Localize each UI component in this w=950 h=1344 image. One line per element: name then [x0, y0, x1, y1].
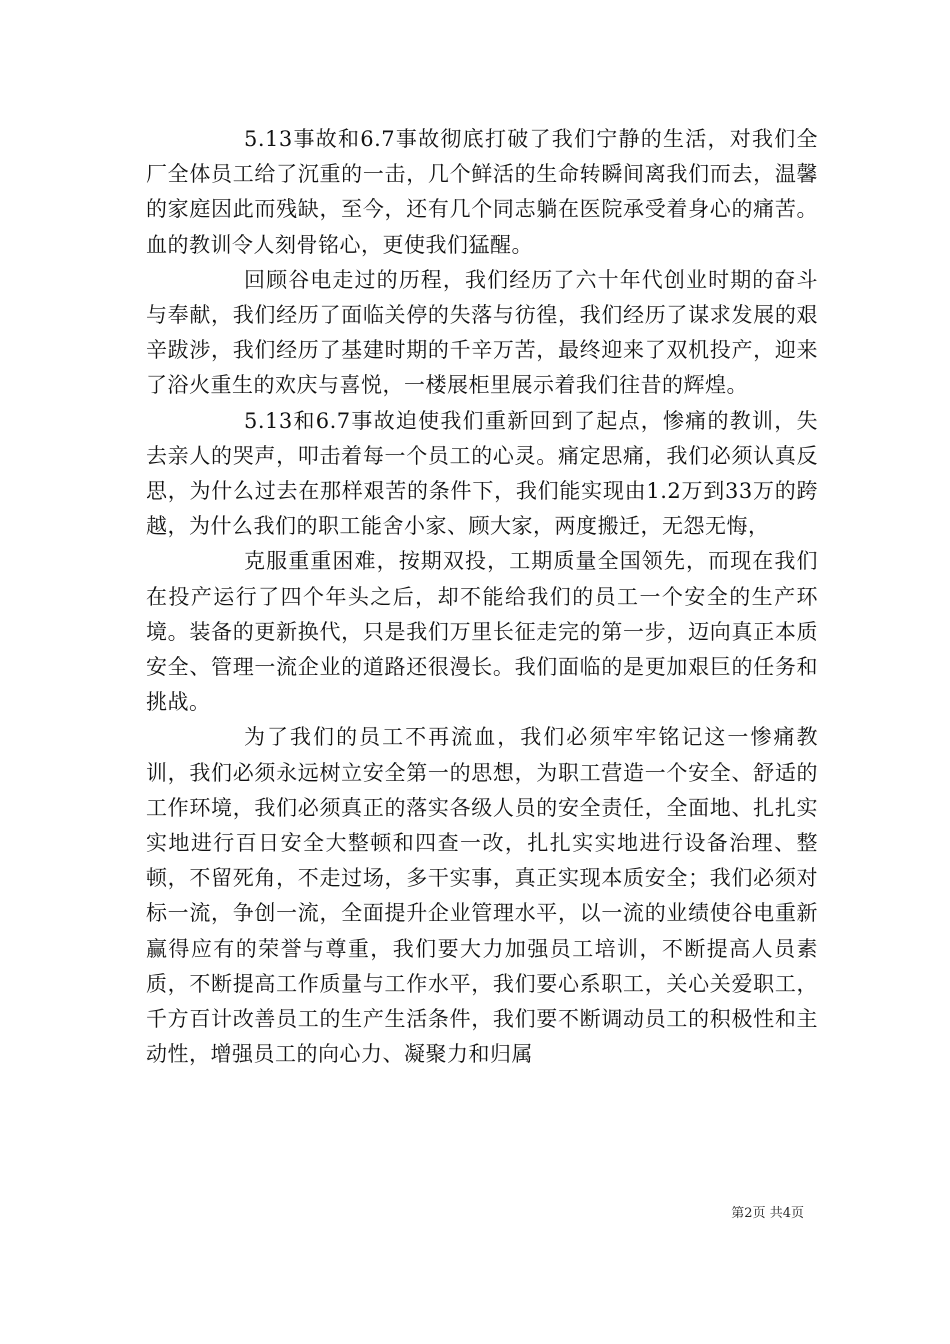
footer-middle: 页 共 — [752, 1206, 783, 1221]
body-text — [146, 122, 818, 1072]
paragraph-3: 5.13和6.7事故迫使我们重新回到了起点，惨痛的教训，失去亲人的哭声，叩击着每一个员工的心灵。痛定思痛，我们必须认真反思，为什么过去在那样艰苦的条件下，我们能实现由1.2万到33万的跨越，为什么我们的职工能舍小家、顾大家，两度搬迁，无怨无悔， — [146, 408, 818, 539]
paragraph-2: 回顾谷电走过的历程，我们经历了六十年代创业时期的奋斗与奉献，我们经历了面临关停的失落与彷徨，我们经历了谋求发展的艰辛跋涉，我们经历了基建时期的千辛万苦，最终迎来了双机投产，迎来了浴火重生的欢庆与喜悦，一楼展柜里展示着我们往昔的辉煌。 — [146, 267, 818, 398]
footer-total-pages: 4 — [782, 1206, 791, 1221]
paragraph-5: 为了我们的员工不再流血，我们必须牢牢铭记这一惨痛教训，我们必须永远树立安全第一的思想，为职工营造一个安全、舒适的工作环境，我们必须真正的落实各级人员的安全责任，全面地、扎扎实实地进行百日安全大整顿和四查一改，扎扎实实地进行设备治理、整顿，不留死角，不走过场，多干实事，真正实现本质安全；我们必须对标一流，争创一流，全面提升企业管理水平，以一流的业绩使谷电重新赢得应有的荣誉与尊重，我们要大力加强员工培训，不断提高人员素质，不断提高工作质量与工作水平，我们要心系职工，关心关爱职工，千方百计改善员工的生产生活条件，我们要不断调动员工的积极性和主动性，增强员工的向心力、凝聚力和归属 — [146, 725, 818, 1067]
footer-prefix: 第 — [731, 1206, 745, 1221]
paragraph-1: 5.13事故和6.7事故彻底打破了我们宁静的生活，对我们全厂全体员工给了沉重的一击，几个鲜活的生命转瞬间离我们而去，温馨的家庭因此而残缺，至今，还有几个同志躺在医院承受着身心的痛苦。血的教训令人刻骨铭心，更使我们猛醒。 — [146, 127, 818, 257]
footer-current-page: 2 — [744, 1206, 753, 1221]
paragraph-4: 克服重重困难，按期双投，工期质量全国领先，而现在我们在投产运行了四个年头之后，却不能给我们的员工一个安全的生产环境。装备的更新换代，只是我们万里长征走完的第一步，迈向真正本质安全、管理一流企业的道路还很漫长。我们面临的是更加艰巨的任务和挑战。 — [146, 549, 818, 715]
footer-suffix: 页 — [790, 1206, 804, 1221]
page-footer — [731, 1206, 804, 1222]
